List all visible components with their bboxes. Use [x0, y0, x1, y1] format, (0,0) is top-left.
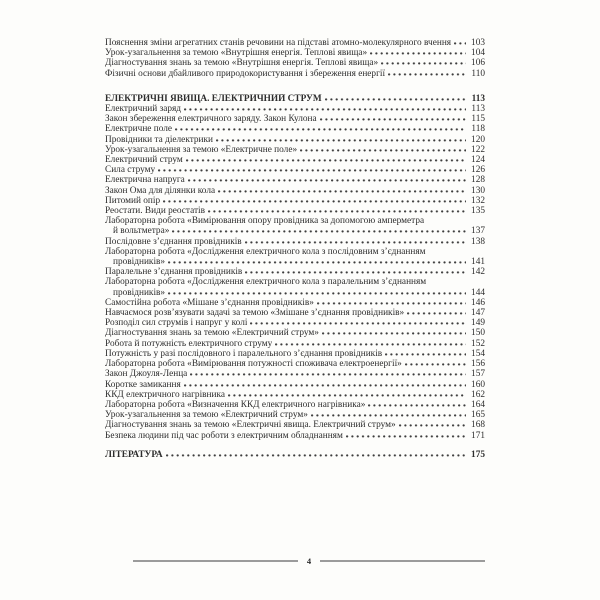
dot-leader — [368, 400, 466, 407]
dot-leader — [184, 104, 466, 111]
toc-entry — [105, 237, 485, 247]
entry-text: Реостати. Види реостатів — [105, 206, 206, 217]
entry-page-number: 103 — [471, 38, 485, 48]
entry-page-number: 110 — [471, 68, 485, 79]
entry-page-number: 171 — [471, 430, 485, 441]
entry-text: Паралельне з’єднання провідників — [105, 267, 243, 278]
toc-entry — [105, 318, 485, 328]
dot-leader — [208, 206, 466, 213]
entry-page-number: 147 — [471, 308, 485, 319]
entry-page-number: 162 — [471, 389, 485, 400]
entry-text: Діагностування знань за темою «Електричні явища. Електричний струм» — [105, 420, 396, 431]
entry-page-number: 124 — [471, 155, 485, 166]
entry-page-number: 149 — [471, 318, 485, 329]
dot-leader — [370, 48, 466, 55]
entry-text: Лабораторна робота «Вимірювання потужності споживача електроенергії» — [105, 359, 402, 370]
dot-leader — [245, 267, 466, 274]
toc-entry — [105, 298, 485, 308]
dot-leader — [168, 288, 466, 295]
toc-entry — [105, 186, 485, 196]
footer-rule-right — [320, 560, 485, 561]
entry-page-number: 156 — [471, 359, 485, 370]
toc-entry — [105, 175, 485, 185]
entry-page-number: 144 — [471, 287, 485, 298]
entry-text: Послідовне з’єднання провідників — [105, 236, 242, 247]
entry-text: Питомий опір — [105, 195, 161, 206]
entry-text: Діагностування знань за темою «Внутрішня енергія. Теплові явища» — [105, 58, 379, 69]
dot-leader — [175, 124, 466, 131]
entry-text: Урок-узагальнення за темою «Електричне поле» — [105, 144, 298, 155]
toc-entry — [105, 206, 485, 216]
toc-entry-continuation — [105, 288, 485, 298]
toc-entry — [105, 124, 485, 134]
dot-leader — [166, 450, 466, 457]
toc-list — [105, 38, 485, 460]
toc-entry — [105, 308, 485, 318]
toc-entry — [105, 247, 485, 257]
dot-leader — [275, 339, 466, 346]
dot-leader — [300, 145, 466, 152]
entry-page-number: 126 — [471, 165, 485, 176]
toc-entry — [105, 135, 485, 145]
dot-leader — [163, 196, 466, 203]
toc-entry — [105, 145, 485, 155]
toc-entry — [105, 349, 485, 359]
entry-text: Електричний струм — [105, 155, 183, 166]
toc-entry — [105, 359, 485, 369]
dot-leader — [399, 420, 466, 427]
entry-text: ЕЛЕКТРИЧНІ ЯВИЩА. ЕЛЕКТРИЧНИЙ СТРУМ — [105, 93, 322, 104]
entry-page-number: 130 — [471, 185, 485, 196]
dot-leader — [325, 94, 466, 101]
entry-text: Лабораторна робота «Вимірювання опору провідника за допомогою амперметра — [105, 216, 425, 227]
dot-leader — [190, 369, 466, 376]
entry-text: Лабораторна робота «Визначення ККД електричного нагрівника» — [105, 399, 366, 410]
entry-page-number: 122 — [471, 144, 485, 155]
entry-page-number: 138 — [471, 236, 485, 247]
toc-entry — [105, 410, 485, 420]
entry-text: Безпека людини під час роботи з електричним обладнанням — [105, 430, 343, 441]
page-footer — [133, 556, 485, 566]
entry-text: Фізичні основи дбайливого природокористування і збереження енергії — [105, 68, 386, 79]
toc-entry — [105, 58, 485, 68]
toc-entry-continuation — [105, 257, 485, 267]
dot-leader — [250, 318, 466, 325]
entry-page-number: 104 — [471, 48, 485, 59]
toc-entry — [105, 339, 485, 349]
dot-leader — [346, 431, 466, 438]
entry-text: провідників» — [113, 257, 166, 268]
toc-entry — [105, 420, 485, 430]
toc-entry — [105, 267, 485, 277]
entry-page-number: 132 — [471, 195, 485, 206]
entry-page-number: 152 — [471, 338, 485, 349]
toc-entry — [105, 114, 485, 124]
dot-leader — [407, 308, 466, 315]
entry-text: Закон збереження електричного заряду. Закон Кулона — [105, 114, 317, 125]
dot-leader — [311, 410, 466, 417]
entry-text: Коротке замикання — [105, 379, 181, 390]
entry-text: Розподіл сил струмів і напруг у колі — [105, 318, 248, 329]
entry-text: Електричний заряд — [105, 104, 182, 115]
entry-page-number: 164 — [471, 399, 485, 410]
dot-leader — [188, 175, 466, 182]
entry-text: Урок-узагальнення за темою «Електричний струм» — [105, 410, 308, 421]
entry-text: й вольтметра» — [113, 226, 170, 237]
entry-page-number: 137 — [471, 226, 485, 237]
toc-entry — [105, 369, 485, 379]
dot-leader — [320, 114, 466, 121]
entry-page-number: 118 — [471, 124, 485, 135]
dot-leader — [158, 165, 466, 172]
toc-entry — [105, 196, 485, 206]
entry-text: Провідники та діелектрики — [105, 134, 213, 145]
dot-leader — [245, 237, 466, 244]
dot-leader — [216, 135, 466, 142]
entry-text: Пояснення зміни агрегатних станів речовини на підставі атомно-молекулярного вчення — [105, 38, 452, 48]
entry-text: ЛІТЕРАТУРА — [105, 449, 163, 460]
entry-text: Закон Джоуля-Ленца — [105, 369, 188, 380]
dot-leader — [322, 328, 466, 335]
toc-entry — [105, 38, 485, 48]
entry-page-number: 106 — [471, 58, 485, 69]
entry-page-number: 120 — [471, 134, 485, 145]
entry-page-number: 142 — [471, 267, 485, 278]
entry-page-number: 150 — [471, 328, 485, 339]
entry-page-number: 113 — [471, 104, 485, 115]
dot-leader — [385, 349, 466, 356]
entry-text: Лабораторна робота «Дослідження електричного кола з паралельним з’єднанням — [105, 277, 427, 288]
footer-rule-left — [133, 560, 298, 561]
toc-entry — [105, 165, 485, 175]
entry-page-number: 113 — [471, 93, 485, 104]
dot-leader — [454, 38, 466, 45]
entry-page-number: 168 — [471, 420, 485, 431]
entry-text: провідників» — [113, 287, 166, 298]
toc-entry — [105, 400, 485, 410]
toc-section-heading — [105, 450, 485, 460]
entry-text: Урок-узагальнення за темою «Внутрішня енергія. Теплові явища» — [105, 48, 368, 59]
entry-text: Робота й потужність електричного струму — [105, 338, 273, 349]
toc-entry — [105, 328, 485, 338]
toc-entry — [105, 155, 485, 165]
entry-page-number: 135 — [471, 206, 485, 217]
toc-section-heading — [105, 94, 485, 104]
toc-entry — [105, 390, 485, 400]
entry-page-number: 160 — [471, 379, 485, 390]
toc-content — [105, 38, 485, 460]
entry-text: ККД електричного нагрівника — [105, 389, 225, 400]
entry-text: Сила струму — [105, 165, 156, 176]
dot-leader — [405, 359, 466, 366]
footer-page-number: 4 — [306, 556, 312, 566]
toc-entry — [105, 431, 485, 441]
dot-leader — [172, 226, 466, 233]
dot-leader — [218, 186, 466, 193]
entry-page-number: 115 — [471, 114, 485, 125]
entry-text: Електричне поле — [105, 124, 173, 135]
entry-text: Потужність у разі послідовного і паралельного з’єднання провідників — [105, 348, 383, 359]
entry-text: Лабораторна робота «Дослідження електричного кола з послідовним з’єднанням — [105, 246, 426, 257]
dot-leader — [228, 390, 466, 397]
toc-entry — [105, 48, 485, 58]
dot-leader — [388, 69, 466, 76]
entry-text: Навчаємося розв’язувати задачі за темою «Змішане з’єднання провідників» — [105, 308, 405, 319]
entry-page-number: 165 — [471, 410, 485, 421]
entry-page-number: 157 — [471, 369, 485, 380]
entry-page-number: 154 — [471, 348, 485, 359]
entry-page-number: 175 — [471, 449, 485, 460]
toc-entry-continuation — [105, 226, 485, 236]
entry-page-number: 141 — [471, 257, 485, 268]
entry-text: Діагностування знань за темою «Електричний струм» — [105, 328, 319, 339]
toc-entry — [105, 216, 485, 226]
dot-leader — [184, 380, 466, 387]
entry-page-number: 146 — [471, 297, 485, 308]
toc-entry — [105, 104, 485, 114]
entry-text: Самостійна робота «Мішане з’єднання провідників» — [105, 297, 314, 308]
dot-leader — [168, 257, 466, 264]
entry-text: Закон Ома для ділянки кола — [105, 185, 216, 196]
dot-leader — [381, 58, 466, 65]
toc-entry — [105, 380, 485, 390]
entry-text: Електрична напруга — [105, 175, 185, 186]
dot-leader — [186, 155, 466, 162]
toc-entry — [105, 277, 485, 287]
entry-page-number: 128 — [471, 175, 485, 186]
dot-leader — [317, 298, 466, 305]
toc-entry — [105, 69, 485, 79]
